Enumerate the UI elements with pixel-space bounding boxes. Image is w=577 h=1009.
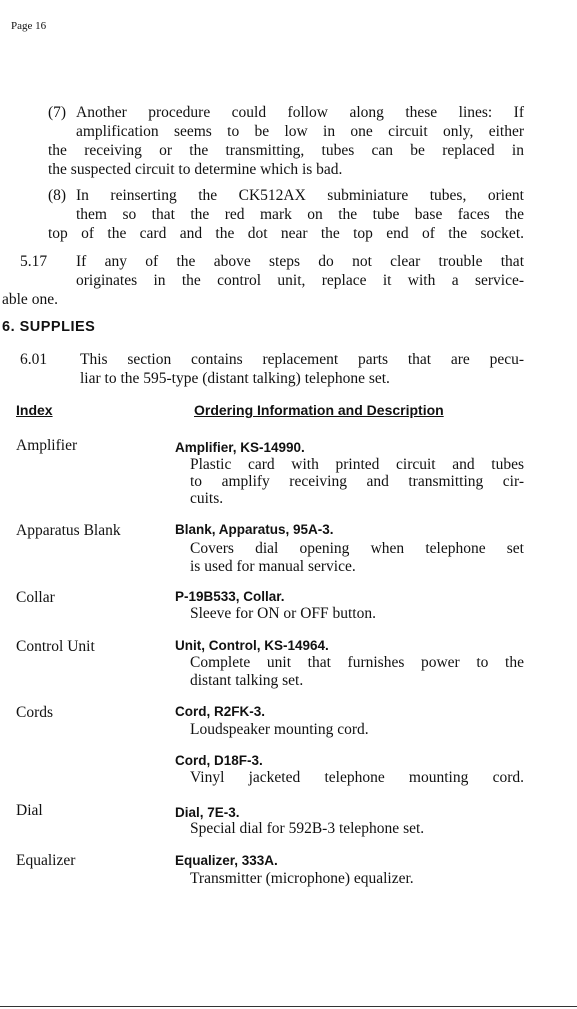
entry-desc-line: Special dial for 592B-3 telephone set.: [190, 820, 425, 837]
index-control-unit: Control Unit: [16, 638, 95, 655]
entry-desc-line: distant talking set.: [190, 672, 304, 689]
paragraph-8-line: In reinserting the CK512AX subminiature tubes, orient: [76, 187, 524, 204]
paragraph-7-line: the suspected circuit to determine which is bad.: [48, 161, 343, 178]
entry-desc-line: Complete unit that furnishes power to the: [190, 654, 524, 671]
index-header: Index: [16, 402, 53, 418]
entry-desc-line: Sleeve for ON or OFF button.: [190, 605, 376, 622]
index-apparatus-blank: Apparatus Blank: [16, 522, 121, 539]
entry-title-cord-d18f: Cord, D18F-3.: [175, 753, 263, 768]
paragraph-8-number: (8): [48, 187, 67, 204]
entry-desc-line: Loudspeaker mounting cord.: [190, 721, 369, 738]
ordering-info-header: Ordering Information and Description: [194, 402, 444, 418]
page-number: Page 16: [11, 20, 47, 32]
entry-title-dial: Dial, 7E-3.: [175, 805, 240, 820]
paragraph-8-line: top of the card and the dot near the top end of the socket.: [48, 225, 524, 242]
entry-title-amplifier: Amplifier, KS-14990.: [175, 440, 305, 455]
paragraph-5-17-line: able one.: [2, 291, 58, 308]
intro-number: 6.01: [20, 351, 48, 368]
entry-desc-line: Plastic card with printed circuit and tubes: [190, 456, 524, 473]
entry-desc-line: Vinyl jacketed telephone mounting cord.: [190, 769, 524, 786]
index-cords: Cords: [16, 704, 54, 721]
entry-desc-line: Covers dial opening when telephone set: [190, 540, 524, 557]
entry-desc-line: is used for manual service.: [190, 558, 356, 575]
index-dial: Dial: [16, 802, 43, 819]
paragraph-8-line: them so that the red mark on the tube base faces the: [76, 206, 524, 223]
entry-title-control-unit: Unit, Control, KS-14964.: [175, 638, 329, 653]
paragraph-7-line: the receiving or the transmitting, tubes can be replaced in: [48, 142, 524, 159]
intro-line: This section contains replacement parts that are pecu-: [80, 351, 524, 368]
paragraph-5-17-number: 5.17: [20, 253, 48, 270]
entry-desc-line: cuits.: [190, 490, 224, 507]
entry-title-equalizer: Equalizer, 333A.: [175, 853, 278, 868]
entry-title-apparatus-blank: Blank, Apparatus, 95A-3.: [175, 522, 334, 537]
paragraph-5-17-line: originates in the control unit, replace it with a service-: [76, 272, 524, 289]
paragraph-7-number: (7): [48, 104, 67, 121]
section-heading: 6. SUPPLIES: [2, 319, 96, 335]
paragraph-5-17-line: If any of the above steps do not clear trouble that: [76, 253, 524, 270]
paragraph-7-line: Another procedure could follow along these lines: If: [76, 104, 524, 121]
entry-desc-line: Transmitter (microphone) equalizer.: [190, 870, 414, 887]
index-collar: Collar: [16, 589, 55, 606]
intro-line: liar to the 595-type (distant talking) telephone set.: [80, 370, 390, 387]
paragraph-7-line: amplification seems to be low in one circuit only, either: [76, 123, 524, 140]
index-equalizer: Equalizer: [16, 852, 76, 869]
entry-title-cord-r2fk: Cord, R2FK-3.: [175, 704, 266, 719]
index-amplifier: Amplifier: [16, 437, 78, 454]
entry-desc-line: to amplify receiving and transmitting cir-: [190, 473, 524, 490]
bottom-rule: [0, 1006, 577, 1007]
entry-title-collar: P-19B533, Collar.: [175, 589, 285, 604]
